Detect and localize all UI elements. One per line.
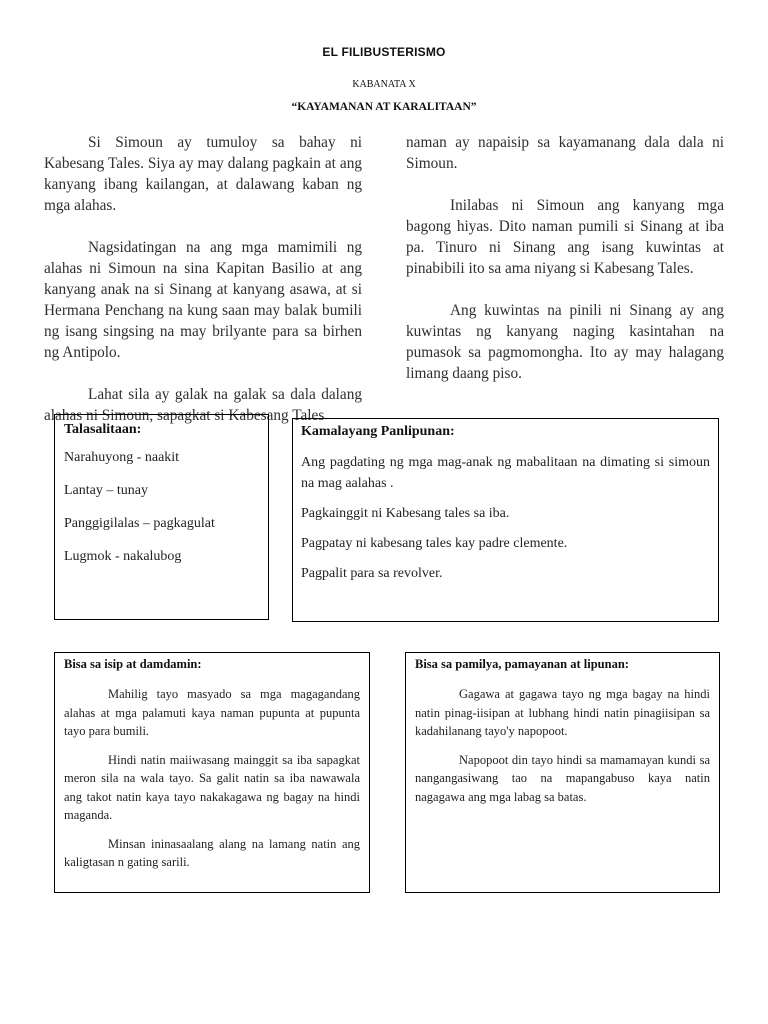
bisa-pamilya-paragraph: Napopoot din tayo hindi sa mamamayan kundi sa nangangasiwang tao na mapangabuso kaya natin nagagawa ang mga labag sa batas.	[415, 752, 710, 804]
talasalitaan-heading: Talasalitaan:	[64, 422, 142, 437]
body-paragraph: Inilabas ni Simoun ang kanyang mga bagong hiyas. Dito naman pumili si Sinang at iba pa. Tinuro ni Sinang ang isang kuwintas at pinabibili ito sa ama niyang si Kabesang Tales.	[406, 197, 724, 277]
vocab-item: Lugmok - nakalubog	[64, 549, 182, 564]
social-item: Pagkainggit ni Kabesang tales sa iba.	[301, 506, 510, 521]
body-paragraph: naman ay napaisip sa kayamanang dala dala ni Simoun.	[406, 134, 724, 172]
body-column-left	[44, 132, 362, 447]
talasalitaan-box	[54, 414, 269, 620]
chapter-label: KABANATA X	[352, 79, 416, 90]
bisa-isip-paragraph: Minsan ininasaalang alang na lamang natin ang kaligtasan n gating sarili.	[64, 836, 360, 869]
bisa-isip-box	[54, 652, 370, 893]
bisa-pamilya-box	[405, 652, 720, 893]
vocab-item: Lantay – tunay	[64, 483, 148, 498]
kamalayang-panlipunan-box	[292, 418, 719, 622]
vocab-item: Narahuyong - naakit	[64, 450, 180, 465]
chapter-subtitle: “KAYAMANAN AT KARALITAAN”	[291, 101, 477, 113]
body-paragraph: Ang kuwintas na pinili ni Sinang ay ang kuwintas ng kanyang naging kasintahan na pumasok sa pagmomongha. Ito ay may halagang limang daang piso.	[406, 302, 724, 382]
body-paragraph: Nagsidatingan na ang mga mamimili ng alahas ni Simoun na sina Kapitan Basilio at ang kanyang anak na si Sinang at kanyang asawa, at si Hermana Penchang na kung saan may balak bumili ng isang singsing na may brilyante para sa birhen ng Antipolo.	[44, 239, 362, 361]
document-title: EL FILIBUSTERISMO	[322, 45, 446, 59]
body-column-right	[406, 132, 724, 405]
bisa-isip-paragraph: Hindi natin maiiwasang mainggit sa iba sapagkat meron sila na wala tayo. Sa galit natin sa iba nawawala ang takot natin kaya tayo nakakagawa ng bagay na hindi maganda.	[64, 752, 360, 822]
bisa-isip-heading: Bisa sa isip at damdamin:	[64, 657, 202, 671]
body-paragraph: Si Simoun ay tumuloy sa bahay ni Kabesang Tales. Siya ay may dalang pagkain at ang kanyang ibang kailangan, at dalawang kaban ng mga alahas.	[44, 134, 362, 214]
bisa-pamilya-heading: Bisa sa pamilya, pamayanan at lipunan:	[415, 657, 629, 671]
bisa-isip-paragraph: Mahilig tayo masyado sa mga magagandang alahas at mga palamuti kaya naman pupunta at pupunta tayo para bumili.	[64, 687, 360, 738]
body-paragraph: Lahat sila ay galak na galak sa dala dalang alahas ni Simoun, sapagkat si Kabesang Tales	[44, 386, 362, 424]
vocab-item: Panggigilalas – pagkagulat	[64, 516, 215, 531]
social-item: Pagpalit para sa revolver.	[301, 566, 443, 581]
bisa-pamilya-paragraph: Gagawa at gagawa tayo ng mga bagay na hindi natin pinag-iisipan at lubhang hindi natin pinagiisipan sa kadahilanang tayo'y napopoot.	[415, 687, 710, 738]
social-item: Pagpatay ni kabesang tales kay padre clemente.	[301, 536, 568, 551]
kamalayang-heading: Kamalayang Panlipunan:	[301, 424, 455, 439]
social-item: Ang pagdating ng mga mag-anak ng mabalitaan na dimating si simoun na mag aalahas .	[301, 455, 710, 491]
